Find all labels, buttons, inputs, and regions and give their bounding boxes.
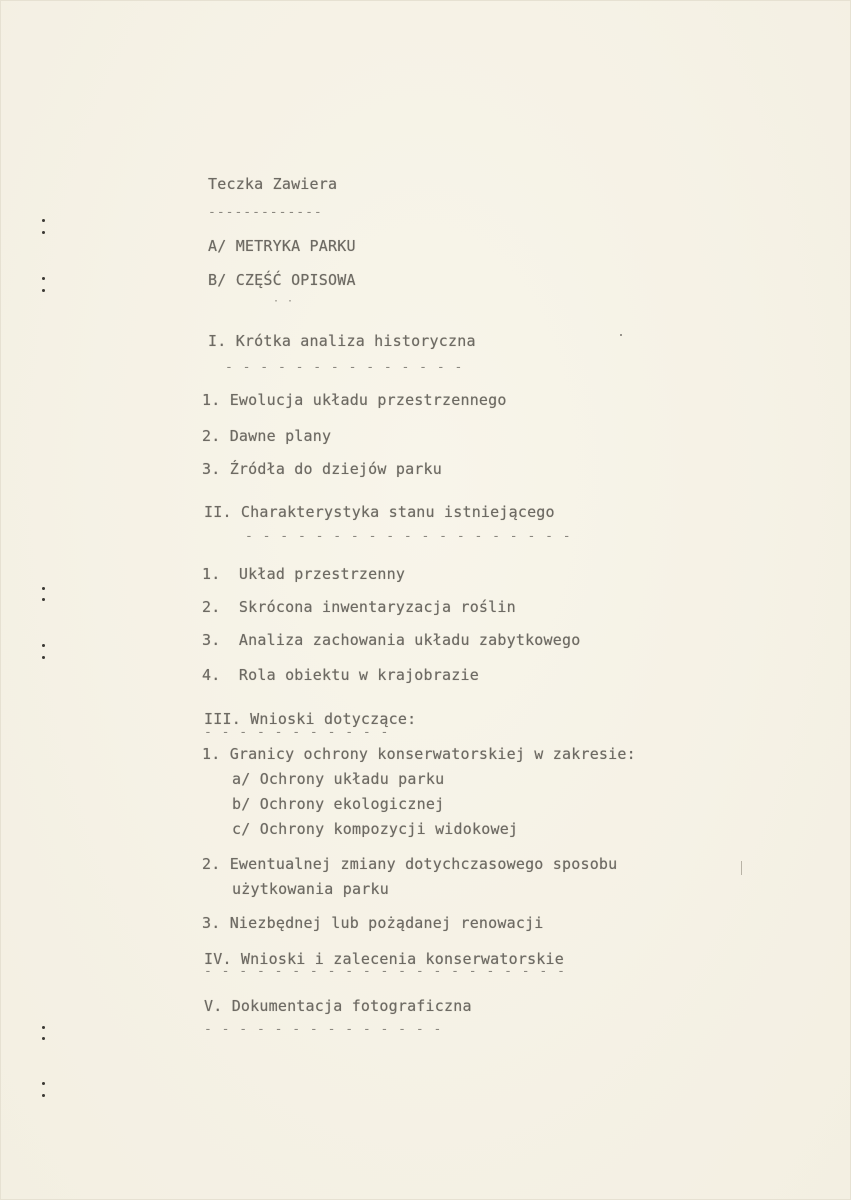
- part-2-item-1: 1. Układ przestrzenny: [202, 565, 406, 583]
- binder-mark: [42, 587, 45, 590]
- part-3-title: III. Wnioski dotyczące:: [204, 710, 417, 728]
- part-2-title: II. Charakterystyka stanu istniejącego: [204, 503, 555, 521]
- binder-mark: [42, 1082, 45, 1085]
- speck: [741, 861, 742, 875]
- contents-heading: Teczka Zawiera: [208, 175, 338, 193]
- binder-mark: [42, 231, 45, 234]
- part-3-item-1: 1. Granicy ochrony konserwatorskiej w zakresie:: [202, 745, 636, 763]
- part-3-item-3: 3. Niezbędnej lub pożądanej renowacji: [202, 914, 544, 932]
- binder-mark: [42, 277, 45, 280]
- part-2-item-3: 3. Analiza zachowania układu zabytkowego: [202, 631, 581, 649]
- part-4-title: IV. Wnioski i zalecenia konserwatorskie: [204, 950, 564, 968]
- binder-mark: [42, 219, 45, 222]
- binder-mark: [42, 598, 45, 601]
- section-a-metryka: A/ METRYKA PARKU: [208, 237, 356, 255]
- part-4-underline: - - - - - - - - - - - - - - - - - - - - -: [204, 964, 566, 979]
- part-1-item-2: 2. Dawne plany: [202, 427, 332, 445]
- part-3-item-2-line-2: użytkowania parku: [232, 880, 389, 898]
- binder-mark: [42, 289, 45, 292]
- part-1-underline: - - - - - - - - - - - - - -: [225, 360, 464, 375]
- speck: [620, 334, 622, 336]
- part-2-item-4: 4. Rola obiektu w krajobrazie: [202, 666, 479, 684]
- section-b-opisowa: B/ CZĘŚĆ OPISOWA: [208, 271, 356, 289]
- binder-mark: [42, 1094, 45, 1097]
- part-5-underline: - - - - - - - - - - - - - -: [204, 1022, 443, 1037]
- part-3-item-1a: a/ Ochrony układu parku: [232, 770, 445, 788]
- binder-mark: [42, 1026, 45, 1029]
- binder-mark: [42, 644, 45, 647]
- heading-underline: -------------: [208, 205, 323, 220]
- part-1-item-3: 3. Źródła do dziejów parku: [202, 460, 442, 478]
- part-3-underline: - - - - - - - - - - -: [204, 725, 390, 740]
- part-2-underline: - - - - - - - - - - - - - - - - - - -: [245, 529, 572, 544]
- binder-mark: [42, 1037, 45, 1040]
- part-5-title: V. Dokumentacja fotograficzna: [204, 997, 472, 1015]
- part-3-item-1b: b/ Ochrony ekologicznej: [232, 795, 445, 813]
- binder-mark: [42, 656, 45, 659]
- part-3-item-1c: c/ Ochrony kompozycji widokowej: [232, 820, 519, 838]
- part-3-item-2-line-1: 2. Ewentualnej zmiany dotychczasowego sposobu: [202, 855, 618, 873]
- part-1-title: I. Krótka analiza historyczna: [208, 332, 476, 350]
- section-b-marks: · ·: [273, 296, 295, 307]
- part-1-item-1: 1. Ewolucja układu przestrzennego: [202, 391, 507, 409]
- part-2-item-2: 2. Skrócona inwentaryzacja roślin: [202, 598, 516, 616]
